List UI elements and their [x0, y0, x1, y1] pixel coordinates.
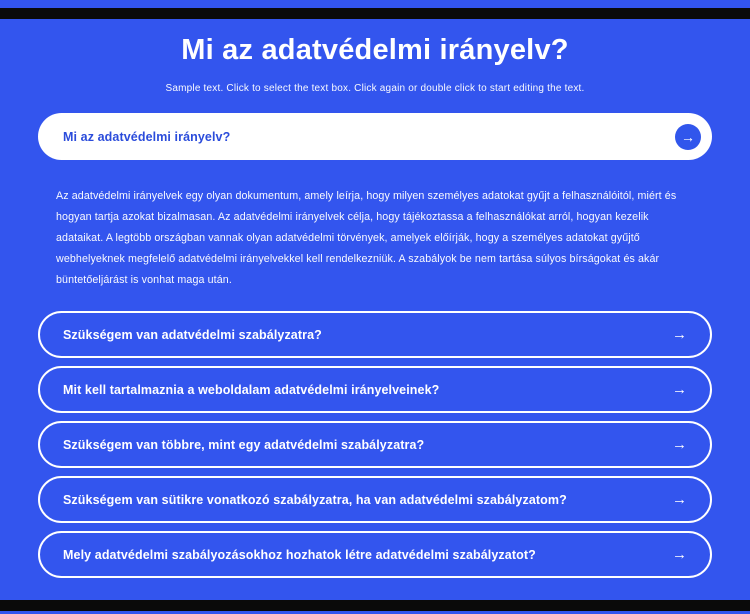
arrow-right-icon[interactable]: →: [672, 326, 687, 343]
faq-item-3[interactable]: [38, 421, 712, 468]
faq-item-label: Mely adatvédelmi szabályozásokhoz hozhatok létre adatvédelmi szabályzatot?: [63, 547, 536, 562]
faq-item-label: Szükségem van többre, mint egy adatvédelmi szabályzatra?: [63, 437, 425, 452]
faq-item-1[interactable]: [38, 311, 712, 358]
page-title: Mi az adatvédelmi irányelv?: [181, 34, 569, 66]
arrow-right-icon[interactable]: →: [672, 381, 687, 398]
faq-item-2[interactable]: [38, 366, 712, 413]
arrow-right-icon[interactable]: →: [672, 436, 687, 453]
faq-list: [38, 311, 712, 578]
arrow-right-icon[interactable]: →: [672, 491, 687, 508]
faq-item-label: Mit kell tartalmaznia a weboldalam adatvédelmi irányelveinek?: [63, 382, 440, 397]
faq-item-4[interactable]: [38, 476, 712, 523]
page-subtitle[interactable]: Sample text. Click to select the text box. Click again or double click to start editing the text.: [165, 83, 585, 94]
description-text[interactable]: Az adatvédelmi irányelvek egy olyan dokumentum, amely leírja, hogy milyen személyes adatokat gyűjt a felhasználóitól, miért és hogyan tartja azokat bizalmasan. Az adatvédelmi irányelvek célja, hogy tájékoztassa a felhasználókat arról, hogyan kezelik adataikat. A legtöbb országban vannak olyan adatvédelmi törvények, amelyek előírják, hogy a személyes adatokat gyűjtő webhelyeknek megfelelő adatvédelmi irányelvekkel kell rendelkezniük. A szabályok be nem tartása súlyos bírságokat és akár büntetőeljárást is vonhat maga után.: [56, 190, 677, 286]
arrow-circle-button[interactable]: [675, 124, 701, 150]
arrow-right-icon: →: [681, 128, 695, 145]
faq-item-label: Szükségem van adatvédelmi szabályzatra?: [63, 327, 322, 342]
bottom-divider-bar: [0, 600, 750, 611]
arrow-right-icon[interactable]: →: [672, 546, 687, 563]
faq-item-label: Szükségem van sütikre vonatkozó szabályzatra, ha van adatvédelmi szabályzatom?: [63, 492, 567, 507]
featured-question-label: Mi az adatvédelmi irányelv?: [63, 129, 231, 144]
faq-item-5[interactable]: [38, 531, 712, 578]
featured-question-card[interactable]: [38, 113, 712, 160]
